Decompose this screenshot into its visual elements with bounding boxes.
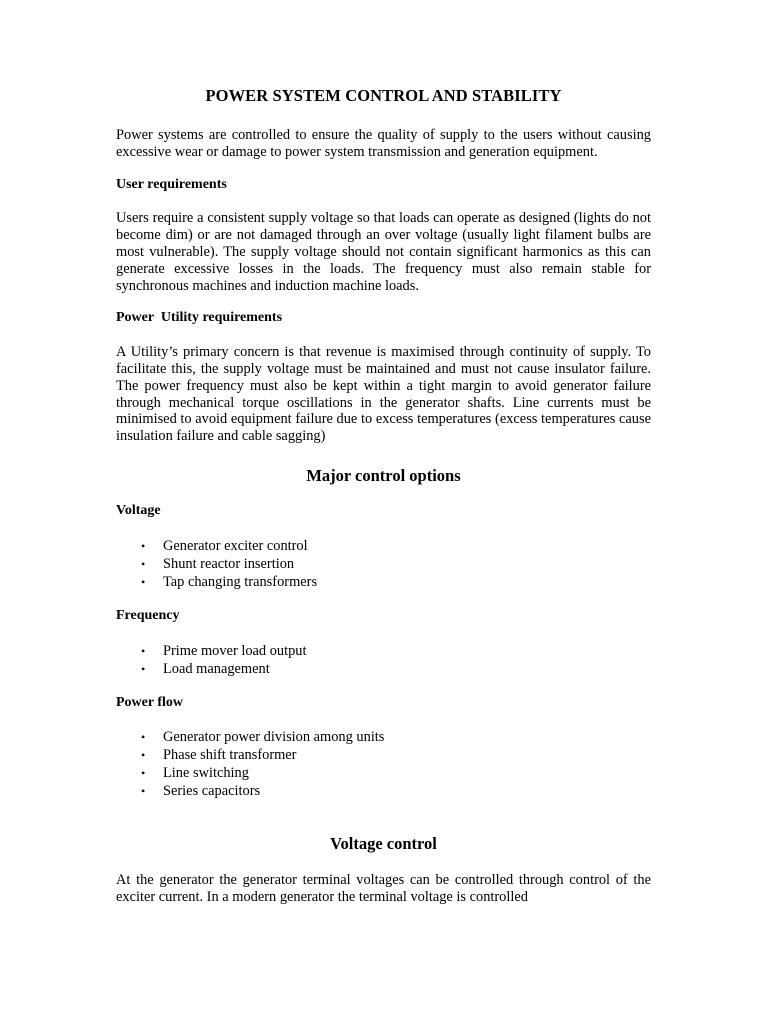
utility-requirements-heading: Power Utility requirements: [116, 310, 283, 326]
list-item-text: Series capacitors: [163, 783, 261, 800]
document-page: [116, 86, 651, 922]
list-item: [116, 573, 651, 591]
list-item: [116, 728, 651, 746]
major-control-heading: Major control options: [306, 465, 461, 485]
voltage-options-list: [116, 537, 651, 591]
voltage-control-heading: Voltage control: [330, 834, 437, 854]
bullet-icon: •: [141, 643, 146, 658]
user-requirements-heading: User requirements: [116, 176, 227, 192]
bullet-icon: •: [141, 574, 146, 589]
list-item: [116, 746, 651, 764]
bullet-icon: •: [141, 661, 146, 676]
voltage-control-paragraph: At the generator the generator terminal voltages can be controlled through control of the exciter current. In a modern generator the terminal voltage is controlled: [116, 872, 651, 906]
user-requirements-paragraph: Users require a consistent supply voltage so that loads can operate as designed (lights do not become dim) or are not damaged through an over voltage (usually light filament bulbs are most vulnerable). The supply voltage should not contain significant harmonics as this can generate excessive losses in the loads. The frequency must also remain stable for synchronous machines and induction machine loads.: [116, 210, 651, 294]
utility-requirements-paragraph: A Utility’s primary concern is that revenue is maximised through continuity of supply. To facilitate this, the supply voltage must be maintained and must not cause insulator failure. The power frequency must also be kept within a tight margin to avoid generator failure through mechanical torque oscillations in the generator shafts. Line currents must be minimised to avoid equipment failure due to excess temperatures (excess temperatures cause insulation failure and cable sagging): [116, 344, 651, 445]
bullet-icon: •: [141, 730, 146, 745]
list-item-text: Generator exciter control: [163, 537, 308, 554]
list-item-text: Line switching: [163, 765, 249, 782]
bullet-icon: •: [141, 538, 146, 553]
list-item-text: Prime mover load output: [163, 642, 307, 659]
intro-paragraph: Power systems are controlled to ensure the quality of supply to the users without causing excessive wear or damage to power system transmission and generation equipment.: [116, 127, 651, 160]
list-item: [116, 782, 651, 800]
list-item: [116, 642, 651, 660]
power-flow-group-heading: Power flow: [116, 694, 183, 710]
frequency-options-list: [116, 642, 651, 678]
list-item-text: Generator power division among units: [163, 729, 385, 746]
bullet-icon: •: [141, 556, 146, 571]
list-item-text: Shunt reactor insertion: [163, 555, 295, 572]
list-item-text: Phase shift transformer: [163, 747, 297, 764]
document-title: POWER SYSTEM CONTROL AND STABILITY: [205, 86, 562, 105]
bullet-icon: •: [141, 748, 146, 763]
list-item-text: Load management: [163, 660, 270, 677]
list-item-text: Tap changing transformers: [163, 573, 318, 590]
list-item: [116, 537, 651, 555]
frequency-group-heading: Frequency: [116, 607, 180, 623]
bullet-icon: •: [141, 766, 146, 781]
power-flow-options-list: [116, 728, 651, 800]
voltage-group-heading: Voltage: [116, 502, 161, 518]
list-item: [116, 660, 651, 678]
list-item: [116, 555, 651, 573]
list-item: [116, 764, 651, 782]
bullet-icon: •: [141, 784, 146, 799]
